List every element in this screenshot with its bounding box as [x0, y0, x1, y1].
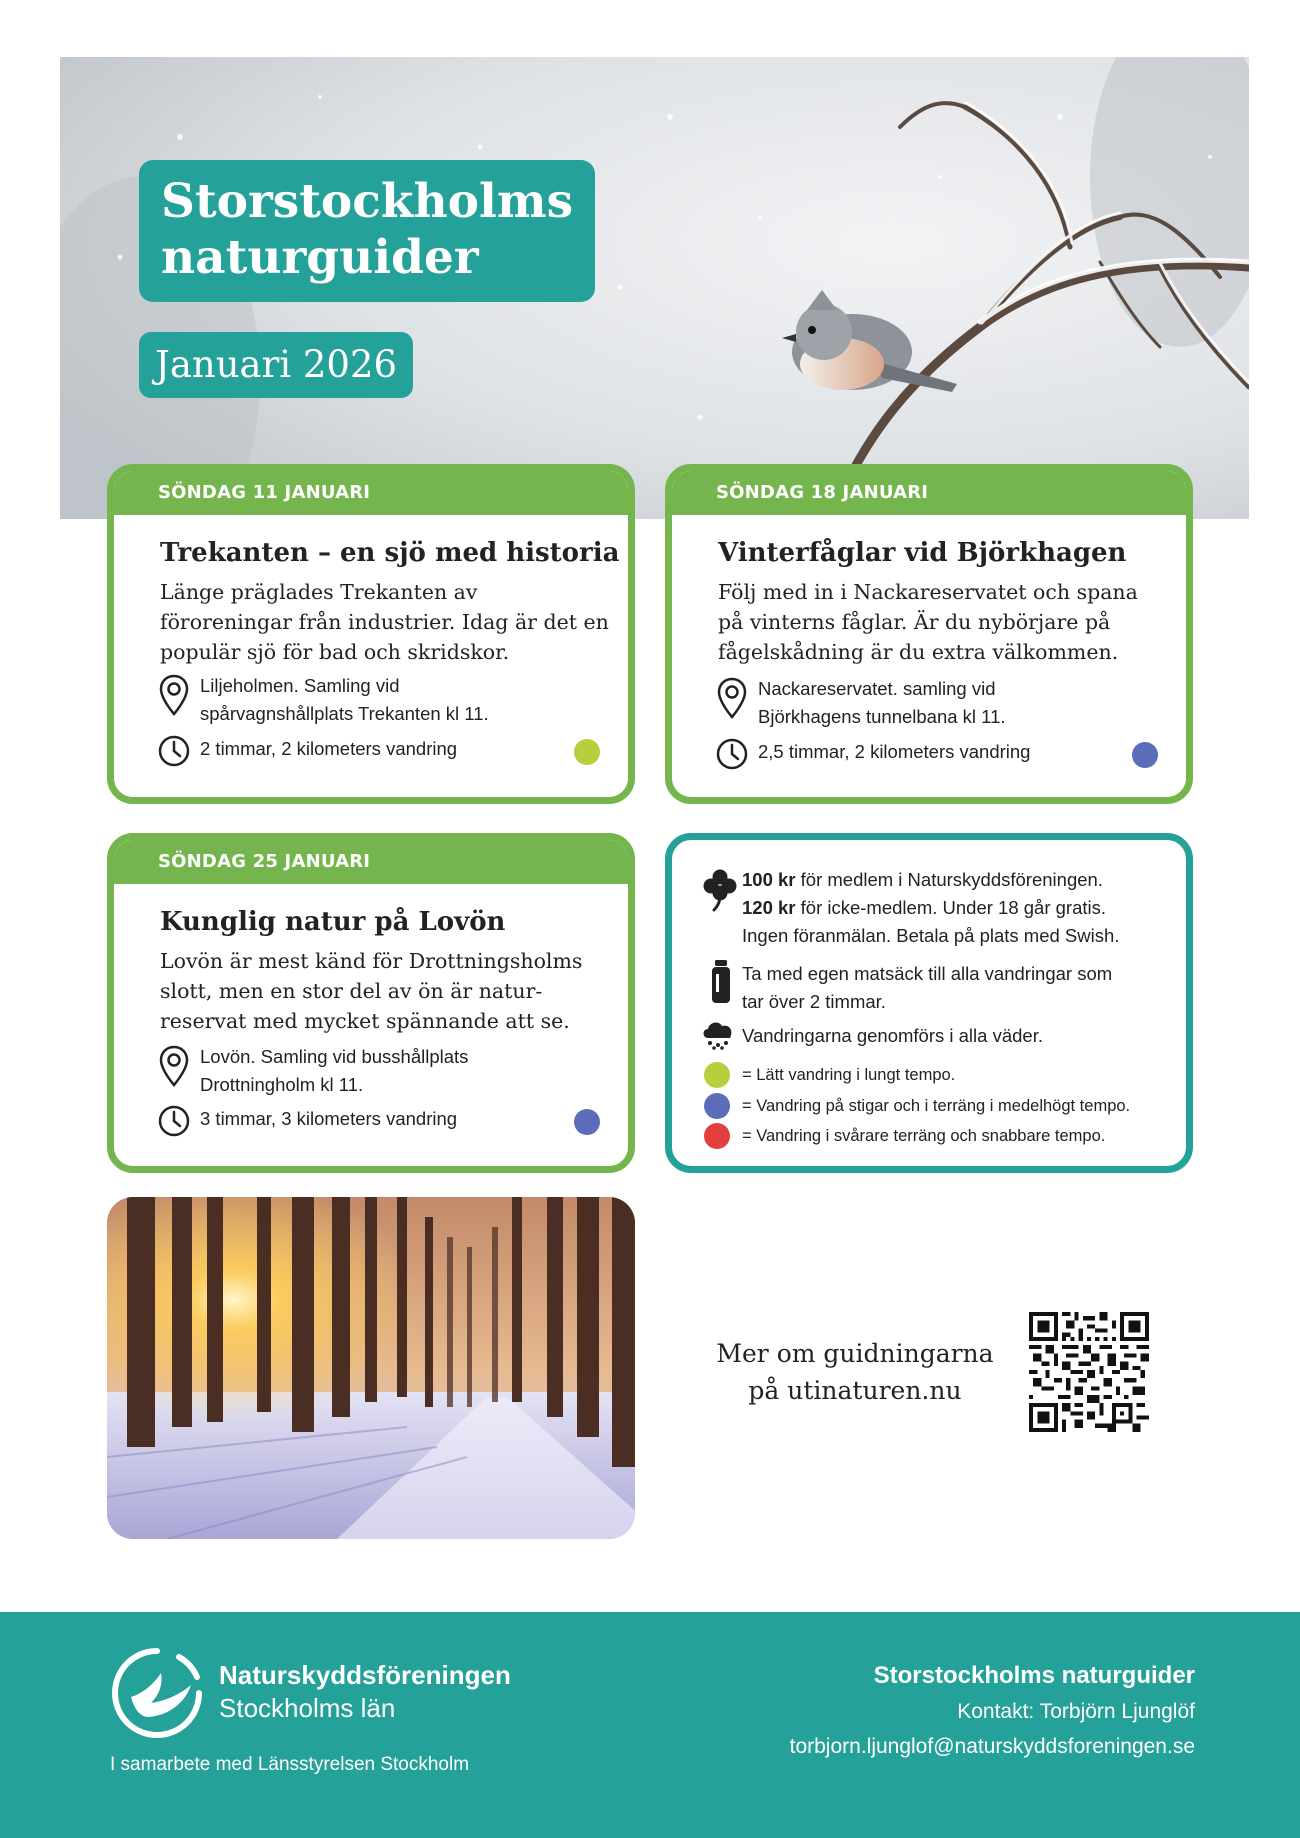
- title-badge: [139, 160, 595, 302]
- footer-title: Storstockholms naturguider: [873, 1662, 1195, 1689]
- event-location: Lovön. Samling vid busshållplats Drottningholm kl 11.: [200, 1046, 469, 1095]
- legend-easy: = Lätt vandring i lungt tempo.: [742, 1066, 956, 1084]
- location-pin-icon: [158, 1045, 190, 1087]
- price-member: 100 kr för medlem i Naturskyddsföreningen.: [742, 869, 1103, 890]
- rain-cloud-icon: [700, 1018, 736, 1050]
- event-date: SÖNDAG 18 JANUARI: [672, 471, 1186, 515]
- month-badge: Januari 2026: [139, 332, 413, 398]
- legend-dot-easy: [704, 1062, 730, 1088]
- more-info-text: Mer om guidningarna på utinaturen.nu: [716, 1339, 994, 1405]
- weather-note: Vandringarna genomförs i alla väder.: [742, 1025, 1043, 1046]
- clock-icon: [716, 738, 748, 770]
- event-date: SÖNDAG 25 JANUARI: [114, 840, 628, 884]
- thermos-icon: [710, 960, 732, 1004]
- location-pin-icon: [716, 677, 748, 719]
- collaboration-note: I samarbete med Länsstyrelsen Stockholm: [110, 1754, 470, 1775]
- event-card-3: [107, 833, 635, 1173]
- page-title-line2: naturguider: [161, 230, 479, 285]
- event-date: SÖNDAG 11 JANUARI: [114, 471, 628, 515]
- footer-email-link[interactable]: torbjorn.ljunglof@naturskyddsforeningen.se: [789, 1735, 1195, 1758]
- winter-forest-photo: [107, 1197, 635, 1539]
- event-location: Liljeholmen. Samling vid spårvagnshållplats Trekanten kl 11.: [200, 675, 489, 724]
- event-title: Trekanten – en sjö med historia: [160, 538, 620, 568]
- event-card-2: [665, 464, 1193, 804]
- food-note: Ta med egen matsäck till alla vandringar som tar över 2 timmar.: [742, 963, 1113, 1012]
- price-nonmember: 120 kr för icke-medlem. Under 18 går gratis.: [742, 897, 1107, 918]
- difficulty-dot: [574, 1109, 600, 1135]
- event-duration: 2 timmar, 2 kilometers vandring: [200, 738, 458, 759]
- qr-code[interactable]: [1029, 1312, 1149, 1432]
- info-card: [665, 833, 1193, 1173]
- event-description: Följ med in i Nackareservatet och spana på vinterns fåglar. Är du nybörjare på fågelskådning är du extra välkommen.: [718, 580, 1138, 664]
- event-title: Kunglig natur på Lovön: [160, 907, 506, 937]
- org-name: Naturskyddsföreningen: [219, 1660, 511, 1690]
- hero-banner: [60, 57, 1249, 519]
- difficulty-dot: [574, 739, 600, 765]
- location-pin-icon: [158, 674, 190, 716]
- footer-contact: Kontakt: Torbjörn Ljunglöf: [957, 1700, 1195, 1723]
- difficulty-dot: [1132, 742, 1158, 768]
- event-title: Vinterfåglar vid Björkhagen: [718, 538, 1127, 568]
- event-duration: 2,5 timmar, 2 kilometers vandring: [758, 741, 1031, 762]
- legend-medium: = Vandring på stigar och i terräng i medelhögt tempo.: [742, 1097, 1131, 1115]
- legend-hard: = Vandring i svårare terräng och snabbare tempo.: [742, 1127, 1106, 1145]
- org-region: Stockholms län: [219, 1693, 396, 1723]
- legend-dot-medium: [704, 1093, 730, 1119]
- clock-icon: [158, 735, 190, 767]
- event-card-1: [107, 464, 635, 804]
- footer: [0, 1612, 1300, 1838]
- event-description: Länge präglades Trekanten av föroreningar från industrier. Idag är det en populär sjö för bad och skridskor.: [160, 580, 609, 664]
- event-location: Nackareservatet. samling vid Björkhagens tunnelbana kl 11.: [758, 678, 1006, 727]
- naturskyddsforeningen-logo: [109, 1645, 205, 1741]
- legend-dot-hard: [704, 1123, 730, 1149]
- price-note: Ingen föranmälan. Betala på plats med Swish.: [742, 925, 1120, 946]
- event-description: Lovön är mest känd för Drottningsholms slott, men en stor del av ön är natur-reservat med mycket spännande att se.: [160, 949, 583, 1033]
- clover-icon: [702, 868, 738, 912]
- clock-icon: [158, 1105, 190, 1137]
- page-title-line1: Storstockholms: [161, 174, 574, 229]
- event-duration: 3 timmar, 3 kilometers vandring: [200, 1108, 458, 1129]
